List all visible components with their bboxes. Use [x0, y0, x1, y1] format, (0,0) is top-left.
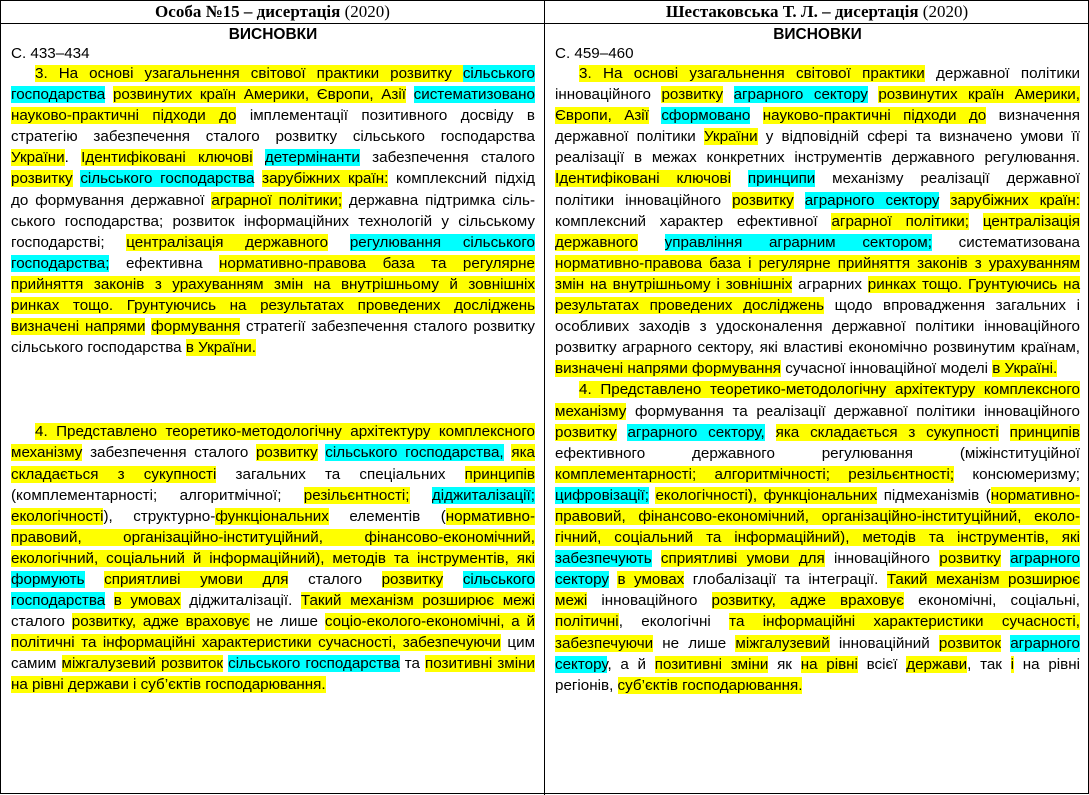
text-highlight-yellow: сприятливі умови для: [104, 570, 289, 588]
text-segment: [617, 424, 628, 441]
text-highlight-cyan: сільського господарства: [228, 655, 400, 673]
text-segment: .: [64, 149, 82, 167]
text-highlight-yellow: принципів: [1009, 423, 1080, 441]
right-column: [545, 1, 1089, 795]
text-highlight-yellow: позитивні зміни на рівні держави і суб’єктів господарювання.: [11, 655, 535, 694]
text-highlight-yellow: України: [11, 149, 65, 167]
text-highlight-yellow: в Україні.: [992, 360, 1058, 378]
right-year: (2020): [918, 2, 969, 21]
text-highlight-yellow: розвитку: [661, 86, 724, 104]
text-highlight-yellow: еколого-економічні, а й: [366, 613, 535, 631]
left-spacer: [11, 358, 535, 421]
left-column: [1, 1, 545, 795]
text-highlight-yellow: формування: [151, 318, 241, 336]
text-highlight-yellow: та інформаційні характеристики сучасності, забезпечуючи: [555, 613, 1080, 652]
text-segment: [105, 86, 113, 103]
text-segment: інноваційного: [587, 592, 712, 610]
text-highlight-yellow: яка складається з сукупності: [775, 423, 999, 441]
text-segment: забезпечення сталого: [82, 444, 256, 462]
text-highlight-yellow: суб’єктів господарювання.: [617, 676, 803, 694]
text-highlight-yellow: централізація державного: [126, 233, 329, 251]
text-highlight-yellow: в умовах: [617, 571, 685, 589]
left-paragraph-4: [11, 421, 535, 695]
text-segment: економічні, соціальні,: [903, 592, 1080, 610]
text-highlight-cyan: систематизовано: [413, 86, 535, 104]
text-segment: сталого: [288, 570, 382, 588]
text-highlight-cyan: принципи: [747, 170, 816, 188]
text-highlight-cyan: управління аграрним сектором;: [664, 233, 932, 251]
text-segment: інноваційний: [829, 634, 939, 652]
text-highlight-yellow: розвиток: [938, 634, 1002, 652]
text-segment: формування та реалізації державної політики інноваційного: [626, 402, 1080, 420]
left-body: [1, 24, 544, 696]
text-highlight-yellow: 4. Представлено теоретико-методологічну архітектуру комплексного механізму: [11, 423, 535, 462]
text-highlight-yellow: комплементарності; алгоритмічності; резільєнтності;: [555, 465, 955, 483]
text-segment: державної політики інноваційного: [555, 65, 1080, 104]
text-highlight-yellow: розвинутих країн Америки, Європи, Азії: [112, 86, 406, 104]
text-segment: сучасної інноваційної моделі: [781, 360, 993, 378]
text-segment: та: [399, 655, 426, 673]
text-segment: [85, 571, 105, 588]
text-highlight-yellow: аграрної політики;: [211, 191, 343, 209]
text-highlight-cyan: забезпечують: [555, 550, 652, 568]
text-highlight-yellow: резільєнтності;: [303, 486, 410, 504]
text-segment: всієї: [857, 655, 907, 673]
right-paragraph-4: [555, 379, 1080, 695]
text-highlight-cyan: аграрного сектору: [555, 550, 1080, 589]
text-highlight-cyan: сформовано: [661, 107, 751, 125]
text-highlight-yellow: розвитку: [732, 191, 794, 209]
text-segment: [181, 592, 190, 609]
text-highlight-yellow: соціо-: [324, 613, 367, 631]
right-pages: С. 459–460: [555, 45, 634, 62]
text-segment: [105, 592, 114, 609]
text-segment: [638, 234, 665, 251]
text-segment: інноваційного: [824, 550, 940, 568]
text-segment: діджиталізації: [189, 592, 289, 610]
text-segment: , а й: [607, 655, 655, 673]
text-segment: стратегії забезпечення сталого розвитку сільського господарства: [11, 318, 535, 357]
text-highlight-yellow: держави: [906, 655, 968, 673]
text-segment: на рівні регіонів,: [555, 655, 1080, 694]
text-highlight-yellow: Такий механізм розширює межі: [555, 571, 1080, 610]
text-segment: [328, 234, 350, 251]
text-segment: глобалізації та інтеграції.: [684, 571, 887, 589]
text-highlight-cyan: детермінанти: [264, 149, 360, 167]
text-segment: [868, 86, 878, 103]
text-highlight-yellow: аграрної політики;: [831, 212, 970, 230]
text-highlight-yellow: міжгалузевий: [735, 634, 830, 652]
text-segment: [1001, 550, 1010, 567]
text-highlight-cyan: аграрного сектору: [804, 191, 940, 209]
text-highlight-yellow: визначені напрями формування: [555, 360, 781, 378]
left-header: [1, 1, 544, 24]
text-segment: [652, 550, 661, 567]
left-doc-type: – дисертація: [239, 2, 341, 21]
text-highlight-yellow: політичні: [555, 613, 619, 631]
text-segment: ), структурно-: [103, 507, 216, 525]
text-highlight-yellow: розвинутих країн Америки, Європи, Азії: [555, 86, 1080, 125]
text-highlight-cyan: формують: [11, 570, 85, 588]
text-highlight-yellow: функціональних: [215, 507, 329, 525]
text-highlight-yellow: науково-практичні підходи до: [762, 107, 987, 125]
text-highlight-yellow: на рівні: [800, 655, 858, 673]
text-segment: [253, 149, 265, 166]
text-highlight-yellow: і: [1010, 655, 1015, 673]
right-paragraph-3: [555, 63, 1080, 379]
text-highlight-yellow: розвитку, адже враховує: [711, 592, 904, 610]
text-segment: державна підтримка сільського господарства; розвиток інформаційних технологій у сільському господарстві;: [11, 191, 535, 251]
text-highlight-yellow: екологічності: [11, 507, 104, 525]
text-highlight-yellow: нормативно-правова база та регулярне прийняття законів з урахуванням змін на внутрішньому й зовнішніх ринках тощо. Грунтуючись на результатах проведених досліджень визначені напрями: [11, 254, 535, 336]
text-highlight-yellow: 4. Представлено теоретико-методологічну архітектуру комплексного механізму: [555, 381, 1080, 420]
left-year: (2020): [340, 2, 390, 21]
left-section-title: ВИСНОВКИ: [228, 26, 318, 43]
text-segment: [731, 170, 748, 187]
text-highlight-cyan: аграрного сектору: [733, 86, 868, 104]
text-highlight-yellow: 3. На основі узагальнення світової практики розвитку: [35, 65, 463, 82]
right-body: [545, 24, 1089, 696]
text-highlight-yellow: позитивні зміни: [654, 655, 769, 673]
text-highlight-yellow: політичні та інформаційні характеристики сучасності, забезпечуючи: [11, 634, 501, 652]
text-segment: [765, 424, 776, 441]
text-highlight-yellow: Ідентифіковані ключові: [81, 149, 253, 167]
text-highlight-yellow: централізація державного: [555, 212, 1080, 251]
text-highlight-yellow: в України.: [185, 339, 256, 357]
text-segment: не лише: [249, 613, 325, 631]
text-highlight-yellow: зарубіжних країн:: [262, 170, 389, 188]
text-highlight-cyan: регулювання сільського господарства;: [11, 233, 535, 272]
text-segment: імплементації позитивного досвіду в стратегію забезпечення сталого розвитку сільського господарства: [11, 107, 535, 146]
text-segment: не лише: [653, 634, 736, 652]
text-segment: [254, 170, 262, 187]
text-segment: [723, 86, 733, 103]
text-segment: сталого: [11, 613, 72, 631]
text-segment: цим самим: [11, 634, 536, 673]
text-highlight-yellow: сприятливі умови для: [660, 550, 825, 568]
text-highlight-yellow: нормативно-правовий, організаційно-інституційний, фінансово-економічний, екологічний, соціальний й інформаційний), методів та інструментів, які: [11, 507, 535, 567]
text-highlight-yellow: розвитку: [255, 444, 318, 462]
text-highlight-yellow: зарубіжних країн:: [950, 191, 1080, 209]
text-segment: підмеханізмів (: [877, 486, 991, 504]
text-segment: комплексний підхід до формування державної: [11, 170, 535, 209]
text-segment: щодо впровадження загальних і особливих заходів з удосконалення державної політики інноваційного розвитку аграрного сектору, які властиві економічно розвинутим країнам,: [555, 297, 1080, 357]
text-segment: [410, 487, 432, 504]
text-highlight-cyan: діджиталізації;: [431, 486, 535, 504]
left-paragraph-3: [11, 63, 535, 358]
text-highlight-yellow: нормативно-правова база і регулярне прийняття законів з урахуванням змін на внутрішньому і зовнішніх: [555, 254, 1080, 293]
right-author: Шестаковська Т. Л.: [665, 2, 818, 21]
text-segment: [969, 213, 983, 230]
text-segment: забезпечення сталого: [359, 149, 535, 167]
text-highlight-cyan: аграрного сектору,: [627, 423, 765, 441]
right-header: [545, 1, 1089, 24]
text-segment: [939, 192, 950, 209]
text-segment: , екологічні: [618, 613, 730, 631]
text-highlight-yellow: ринках тощо. Грунтуючись на результатах проведених досліджень: [555, 275, 1081, 315]
right-section-title: ВИСНОВКИ: [773, 26, 862, 43]
text-highlight-yellow: екологічності), функціональних: [655, 486, 878, 504]
text-segment: ефективна: [109, 254, 220, 272]
text-segment: консюмеризму;: [954, 465, 1081, 483]
text-segment: аграрних: [792, 275, 868, 293]
text-segment: механізму реалізації державної політики інноваційного: [555, 170, 1080, 209]
text-highlight-yellow: розвитку, адже враховує: [71, 613, 250, 631]
text-segment: елементів (: [328, 507, 446, 525]
text-segment: загальних та спеціальних: [216, 465, 465, 483]
text-highlight-yellow: розвитку: [555, 423, 617, 441]
text-highlight-cyan: аграрного сектору: [555, 634, 1080, 673]
text-highlight-yellow: 3. На основі узагальнення світової практики: [579, 65, 925, 82]
text-highlight-yellow: в умовах: [113, 592, 181, 610]
text-segment: [1001, 635, 1010, 652]
text-segment: визначення державної політики: [555, 107, 1080, 146]
text-highlight-yellow: яка складається з сукупності: [11, 444, 535, 483]
text-highlight-yellow: розвитку: [11, 170, 73, 188]
text-segment: у відповідній сфері та визначено умови її реалізації в межах конкретних інструментів державного регулювання.: [555, 128, 1080, 167]
text-highlight-yellow: розвитку: [381, 570, 444, 588]
text-highlight-yellow: розвитку: [939, 550, 1001, 568]
text-highlight-yellow: науково-практичні підходи до: [11, 107, 237, 125]
text-segment: [649, 107, 661, 124]
text-segment: [406, 86, 414, 103]
right-doc-type: – дисертація: [817, 2, 919, 21]
text-segment: , так: [967, 655, 1011, 673]
text-highlight-cyan: сільського господарства: [11, 65, 535, 104]
text-highlight-yellow: Такий механізм розширює межі: [300, 592, 535, 610]
text-highlight-yellow: Ідентифіковані ключові: [555, 170, 731, 188]
text-highlight-yellow: нормативно-правовий, фінансово-економічний, організаційно-інституційний, екологічний, соціальний та інформаційний), методів та інструментів, які: [555, 486, 1080, 547]
text-segment: ефективного державного регулювання (міжінституційної: [555, 444, 1080, 462]
text-highlight-cyan: сільського господарства: [80, 170, 255, 188]
text-highlight-cyan: цифровізації;: [555, 486, 649, 504]
text-segment: комплексний характер ефективної: [555, 212, 832, 230]
text-highlight-yellow: України: [703, 128, 758, 146]
left-author: Особа №15: [155, 2, 240, 21]
text-segment: [999, 424, 1010, 441]
text-highlight-cyan: сільського господарства: [11, 570, 535, 610]
text-segment: як: [768, 655, 801, 673]
text-segment: (комплементарності; алгоритмічної;: [11, 486, 304, 504]
text-segment: [443, 571, 463, 588]
text-segment: .: [288, 592, 301, 610]
left-pages: С. 433–434: [11, 45, 90, 62]
text-segment: [750, 107, 762, 124]
text-segment: систематизована: [931, 233, 1080, 251]
text-highlight-cyan: сільського господарства,: [325, 444, 504, 462]
text-segment: [794, 192, 805, 209]
text-highlight-yellow: принципів: [464, 465, 535, 483]
text-highlight-yellow: міжгалузевий розвиток: [61, 655, 224, 673]
